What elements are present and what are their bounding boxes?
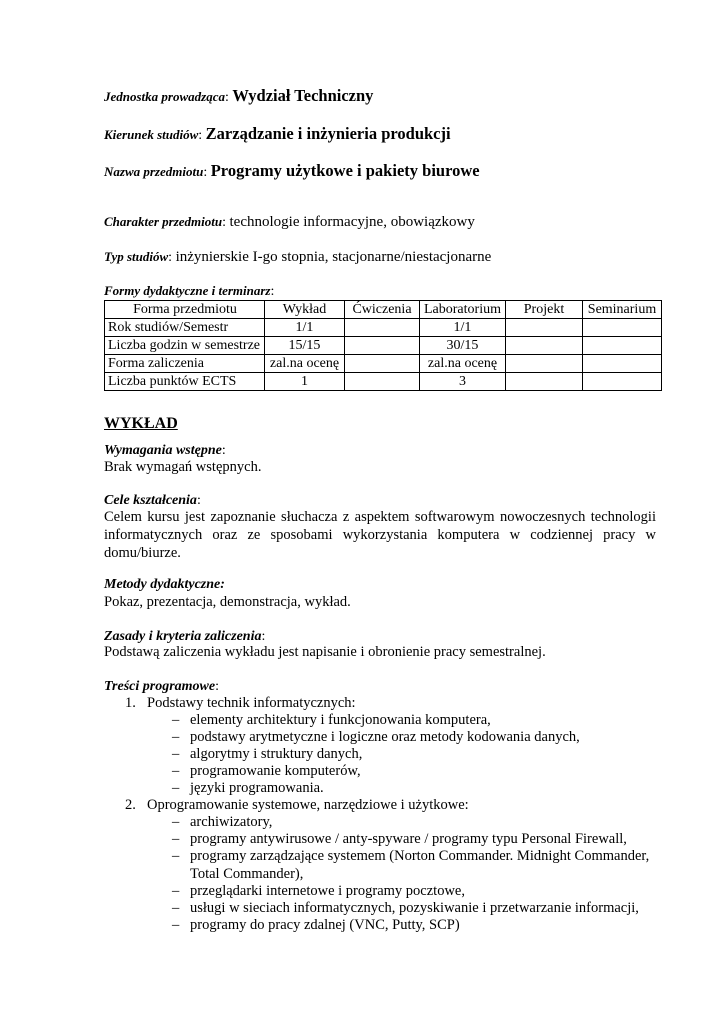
- table-header-row: [105, 301, 662, 319]
- table-header: Projekt: [506, 301, 583, 319]
- lecture-heading: WYKŁAD: [104, 415, 178, 432]
- methods-label: Metody dydaktyczne:: [104, 577, 225, 592]
- field-value: Zarządzanie i inżynieria produkcji: [205, 124, 451, 143]
- list-item: [125, 796, 469, 814]
- content-label: Treści programowe: [104, 679, 216, 694]
- forms-row: Formy dydaktyczne i terminarz:: [104, 283, 275, 299]
- type-value: inżynierskie I-go stopnia, stacjonarne/niestacjonarne: [175, 249, 492, 265]
- table-header: Laboratorium: [420, 301, 506, 319]
- table-header: Ćwiczenia: [345, 301, 420, 319]
- table-cell: 3: [420, 373, 506, 391]
- table-cell: [583, 355, 662, 373]
- table-cell: zal.na ocenę: [420, 355, 506, 373]
- unit-row: Jednostka prowadząca: Wydział Techniczny: [104, 86, 374, 105]
- content-row: Treści programowe:: [104, 679, 219, 694]
- table-cell: [583, 373, 662, 391]
- table-cell: 1: [265, 373, 345, 391]
- list-item-number: 1.: [125, 695, 136, 711]
- table-cell: 30/15: [420, 337, 506, 355]
- table-cell: [583, 337, 662, 355]
- table-cell: Liczba punktów ECTS: [105, 373, 265, 391]
- table-header: Seminarium: [583, 301, 662, 319]
- criteria-row: Zasady i kryteria zaliczenia:: [104, 629, 266, 644]
- goals-label: Cele kształcenia: [104, 493, 197, 508]
- table-cell: 1/1: [265, 319, 345, 337]
- table-cell: Liczba godzin w semestrze: [105, 337, 265, 355]
- table-cell: Forma zaliczenia: [105, 355, 265, 373]
- table-cell: [345, 337, 420, 355]
- character-label: Charakter przedmiotu: [104, 214, 223, 229]
- character-row: Charakter przedmiotu: technologie informacyjne, obowiązkowy: [104, 214, 475, 230]
- prereq-row: Wymagania wstępne:: [104, 443, 226, 458]
- goals-text: Celem kursu jest zapoznanie słuchacza z aspektem softwarowym nowoczesnych technologii informatycznych oraz ze sposobami wykorzystania komputera w codziennej pracy w domu/biurze.: [104, 509, 656, 561]
- criteria-label: Zasady i kryteria zaliczenia: [104, 629, 262, 644]
- table-cell: [345, 355, 420, 373]
- forms-label: Formy dydaktyczne i terminarz: [104, 283, 271, 298]
- list-item-number: 2.: [125, 797, 136, 813]
- table-cell: [583, 319, 662, 337]
- table-header: Wykład: [265, 301, 345, 319]
- field-row: Kierunek studiów: Zarządzanie i inżynieria produkcji: [104, 124, 451, 143]
- type-label: Typ studiów: [104, 249, 169, 264]
- prereq-text: Brak wymagań wstępnych.: [104, 459, 262, 475]
- type-row: Typ studiów: inżynierskie I-go stopnia, stacjonarne/niestacjonarne: [104, 249, 492, 265]
- table-cell: 15/15: [265, 337, 345, 355]
- table-cell: zal.na ocenę: [265, 355, 345, 373]
- field-label: Kierunek studiów: [104, 127, 199, 142]
- table-cell: [345, 373, 420, 391]
- character-value: technologie informacyjne, obowiązkowy: [229, 214, 475, 230]
- table-row: [105, 337, 662, 355]
- subject-value: Programy użytkowe i pakiety biurowe: [210, 161, 480, 180]
- table-row: [105, 373, 662, 391]
- table-cell: [506, 319, 583, 337]
- prereq-label: Wymagania wstępne: [104, 443, 222, 458]
- table-row: [105, 355, 662, 373]
- document-page: Jednostka prowadząca: Wydział Techniczny Kierunek studiów: Zarządzanie i inżynieria produkcji Nazwa przedmiotu: Programy użytkowe i pakiety biurowe Charakter przedmiotu: technologie informacyjne, obowiązkowy Typ studiów: inżynierskie I-go stopnia, stacjonarne/niestacjonarne Formy dydaktyczne i terminarz: Forma przedmiotu Wykład Ćwiczenia Laboratorium Projekt Seminarium Rok studiów/Semestr 1/1 1/1 Liczba godzin w semestrze 15/15 30/15 Forma zaliczenia zal.na ocenę zal.na ocenę Liczba punktów ECTS 1 3 WYKŁAD Wymagania wstępne: Brak wymagań wstępnych. Cele kształcenia: Celem kursu jest zapoznanie słuchacza z aspektem softwarowym nowoczesnych technologii informatycznych oraz ze sposobami wykorzystania komputera w codziennej pracy w domu/biurze. Metody dydaktyczne: Pokaz, prezentacja, demonstracja, wykład. Zasady i kryteria zaliczenia: Podstawą zaliczenia wykładu jest napisanie i obronienie pracy semestralnej. Treści programowe: 1. Podstawy technik informatycznych: – elementy architektury i funkcjonowania komputera, – podstawy arytmetyczne i logiczne oraz metody kodowania danych, – algorytmy i struktury danych, – programowanie komputerów, – języki programowania. 2. Oprogramowanie systemowe, narzędziowe i użytkowe: – archiwizatory, – programy antywirusowe / anty-spyware / programy typu Personal Firewall, – programy zarządzające systemem (Norton Commander. Midnight Commander, Total Commander), – przeglądarki internetowe i programy pocztowe, – usługi w sieciach informatycznych, pozyskiwanie i przetwarzanie informacji, – programy do pracy zdalnej (VNC, Putty, SCP): [0, 0, 724, 1024]
- table-cell: [506, 355, 583, 373]
- unit-label: Jednostka prowadząca: [104, 89, 225, 104]
- list-item: [125, 694, 356, 712]
- table-row: [105, 319, 662, 337]
- unit-value: Wydział Techniczny: [232, 86, 374, 105]
- table-cell: [506, 337, 583, 355]
- goals-row: Cele kształcenia:: [104, 493, 201, 508]
- list-item-title: Podstawy technik informatycznych:: [147, 695, 356, 711]
- forms-table: [104, 300, 662, 391]
- subject-label: Nazwa przedmiotu: [104, 164, 204, 179]
- methods-text: Pokaz, prezentacja, demonstracja, wykład.: [104, 594, 351, 610]
- criteria-text: Podstawą zaliczenia wykładu jest napisanie i obronienie pracy semestralnej.: [104, 644, 546, 660]
- subject-row: Nazwa przedmiotu: Programy użytkowe i pakiety biurowe: [104, 161, 480, 180]
- table-cell: [506, 373, 583, 391]
- table-cell: 1/1: [420, 319, 506, 337]
- list-item-title: Oprogramowanie systemowe, narzędziowe i użytkowe:: [147, 797, 469, 813]
- table-header: Forma przedmiotu: [105, 301, 265, 319]
- table-cell: [345, 319, 420, 337]
- table-cell: Rok studiów/Semestr: [105, 319, 265, 337]
